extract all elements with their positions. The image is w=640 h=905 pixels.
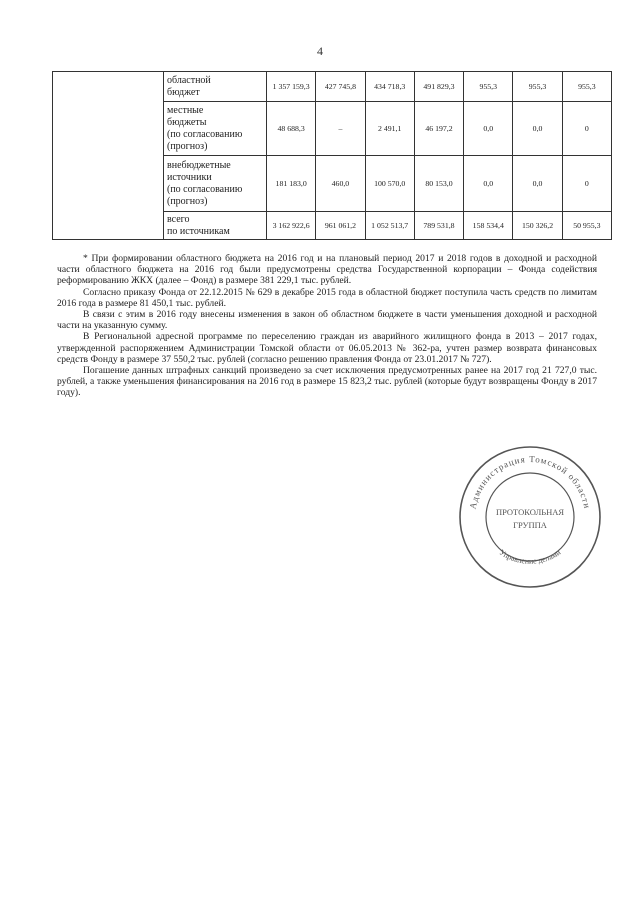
table-cell: 80 153,0 [414,156,463,212]
table-cell: 0,0 [513,156,562,212]
table-cell: 955,3 [562,72,611,102]
table-cell: 955,3 [464,72,513,102]
table-cell: 0,0 [464,156,513,212]
table-cell: 181 183,0 [267,156,316,212]
table-cell: – [316,102,365,156]
table-cell: 48 688,3 [267,102,316,156]
stamp-bottom-text: Управление делами [497,547,563,566]
table-cell: 1 357 159,3 [267,72,316,102]
note-paragraph: В связи с этим в 2016 году внесены изменения в закон об областном бюджете в части уменьшения доходной и расходной части на указанную сумму. [57,309,597,332]
row-label-line: бюджеты [167,116,207,128]
table-cell: 158 534,4 [464,212,513,240]
note-paragraph: Погашение данных штрафных санкций произведено за счет исключения предусмотренных ранее на 2017 год 21 727,0 тыс. рублей, а также уменьшения финансирования на 2016 год в размере 15 823,2 тыс. рублей (которые будут возвращены Фонду в 2017 году). [57,365,597,399]
merged-first-cell [53,72,164,240]
table-cell: 460,0 [316,156,365,212]
table-cell: 50 955,3 [562,212,611,240]
table-cell: 427 745,8 [316,72,365,102]
row-label-line: бюджет [167,86,200,98]
svg-text:Управление делами [498,547,563,566]
row-label [164,72,267,102]
note-paragraph: Согласно приказу Фонда от 22.12.2015 № 629 в декабре 2015 года в областной бюджет поступила часть средств по лимитам 2016 года в размере 81 450,1 тыс. рублей. [57,286,597,309]
table-cell: 2 491,1 [365,102,414,156]
row-label-line: (по согласованию [167,128,243,140]
stamp-center-line1: ПРОТОКОЛЬНАЯ [495,507,565,517]
row-label-line: всего [167,213,190,225]
official-stamp [455,442,605,592]
budget-table [52,71,612,240]
row-label [164,102,267,156]
row-label-line: внебюджетные [167,159,231,171]
row-label-line: (прогноз) [167,140,208,152]
stamp-outer-text: Администрация Томской области [467,453,593,510]
table-cell: 0,0 [464,102,513,156]
table-cell: 0 [562,156,611,212]
table-cell: 434 718,3 [365,72,414,102]
table-cell: 150 326,2 [513,212,562,240]
table-cell: 491 829,3 [414,72,463,102]
row-label-line: (по согласованию [167,183,243,195]
stamp-center-line2: ГРУППА [513,520,547,530]
footnote-block [57,253,597,399]
table-cell: 100 570,0 [365,156,414,212]
row-label-line: (прогноз) [167,195,208,207]
row-label-line: по источникам [167,225,230,237]
row-label [164,156,267,212]
table-cell: 3 162 922,6 [267,212,316,240]
page-number: 4 [317,44,323,58]
stamp-outer-ring [460,447,600,587]
row-label-line: местные [167,104,204,116]
note-paragraph: В Региональной адресной программе по переселению граждан из аварийного жилищного фонда в 2013 – 2017 годах, утвержденной распоряжением Администрации Томской области от 06.05.2013 № 362-ра, учтен размер возврата финансовых средств Фонду в размере 37 550,2 тыс. рублей (согласно решению правления Фонда от 23.01.2017 № 727). [57,331,597,365]
row-label [164,212,267,240]
table-cell: 0,0 [513,102,562,156]
stamp-inner-ring [486,473,574,561]
row-label-line: источники [167,171,212,183]
table-cell: 0 [562,102,611,156]
note-paragraph: * При формировании областного бюджета на 2016 год и на плановый период 2017 и 2018 годов в доходной и расходной части областного бюджета на 2016 год были предусмотрены средства Государственной корпорации – Фонда содействия реформированию ЖКХ (далее – Фонд) в размере 381 229,1 тыс. рублей. [57,253,597,287]
table-row [53,72,612,102]
table-cell: 46 197,2 [414,102,463,156]
table-cell: 1 052 513,7 [365,212,414,240]
table-cell: 955,3 [513,72,562,102]
table-cell: 961 061,2 [316,212,365,240]
row-label-line: областной [167,74,211,86]
table-cell: 789 531,8 [414,212,463,240]
